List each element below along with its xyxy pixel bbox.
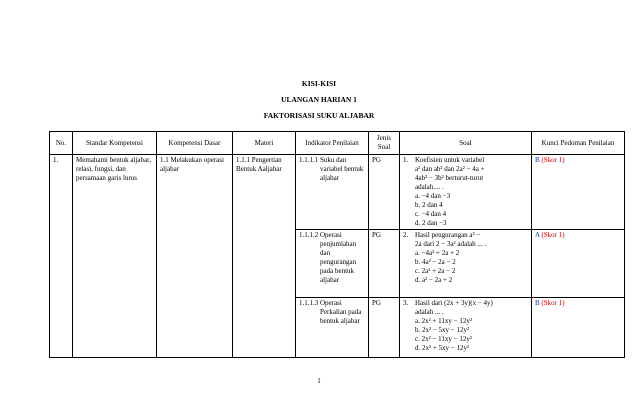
indicator-1-text: 1.1.1.1 Suku dan variabel bentuk aljabar [299, 156, 364, 182]
question-3 [400, 298, 532, 358]
question-2 [400, 230, 532, 298]
question-1-number: 1. [403, 156, 409, 164]
col-header-no: No. [50, 132, 73, 155]
question-3-option-d: d. 2x² + 5xy − 12y² [415, 344, 470, 352]
question-1-line: a² dan ab² dan 2a² − 4a + [415, 165, 485, 173]
col-header-indikator: Indikator Penilaian [296, 132, 369, 155]
answer-key-2-score: (Skor 1) [541, 231, 565, 239]
indicator-2-text: 1.1.1.2 Operasi penjumlahan dan pengurangan pada bentuk aljabar [299, 231, 357, 284]
question-3-option-a: a. 2x² + 11xy − 12y² [415, 317, 472, 325]
page-number: 1 [317, 377, 321, 385]
question-2-option-b: b. 4a² − 2a − 2 [415, 258, 456, 266]
doc-title: KISI-KISI [301, 79, 337, 88]
type-2: PG [369, 230, 400, 298]
answer-key-1-score: (Skor 1) [541, 156, 565, 164]
question-3-option-b: b. 2x² − 5xy − 12y² [415, 326, 470, 334]
question-2-option-d: d. a² − 2a + 2 [415, 276, 453, 284]
question-1-line: adalah.... . [415, 183, 444, 191]
question-3-number: 3. [403, 299, 409, 307]
standar-kompetensi: Memahami bentuk aljabar, relasi, fungsi, dan persamaan garis lurus [73, 155, 157, 358]
answer-key-2-letter: A [535, 231, 540, 239]
answer-key-1 [532, 155, 625, 230]
question-1-option-c: c. −4 dan 4 [415, 210, 447, 218]
col-header-kd: Kompetensi Dasar [157, 132, 233, 155]
col-header-soal: Soal [400, 132, 532, 155]
kompetensi-dasar: 1.1 Melakukan operasi aljabar [157, 155, 233, 358]
question-2-option-a: a. −4a² + 2a + 2 [415, 249, 460, 257]
col-header-sk: Standar Kompetensi [73, 132, 157, 155]
col-header-jenis: Jenis Soal [369, 132, 400, 155]
question-1-option-a: a. −4 dan −3 [415, 192, 451, 200]
answer-key-3 [532, 298, 625, 358]
col-header-kunci: Kunci Pedoman Penilaian [532, 132, 625, 155]
kisi-kisi-table [49, 131, 625, 358]
question-1-line: Koefisien untuk variabel [415, 156, 485, 164]
question-1-line: 4ab² − 3b² berturut-turut [415, 174, 484, 182]
answer-key-3-score: (Skor 1) [541, 299, 565, 307]
answer-key-2 [532, 230, 625, 298]
col-header-materi: Materi [233, 132, 296, 155]
question-1-option-b: b. 2 dan 4 [415, 201, 443, 209]
question-2-number: 2. [403, 231, 409, 239]
question-3-line: Hasil dari (2x + 3y)(x − 4y) [415, 299, 493, 307]
table-row [50, 155, 625, 230]
type-1: PG [369, 155, 400, 230]
indicator-2 [296, 230, 369, 298]
question-2-line: Hasil pengurangan a² − [415, 231, 481, 239]
answer-key-1-letter: B [535, 156, 540, 164]
question-1-option-d: d. 2 dan −3 [415, 219, 447, 227]
table-header-row [50, 132, 625, 155]
question-2-option-c: c. 2a² + 2a − 2 [415, 267, 456, 275]
type-3: PG [369, 298, 400, 358]
question-3-option-c: c. 2x² − 11xy − 12y² [415, 335, 472, 343]
doc-topic: FAKTORISASI SUKU ALJABAR [263, 111, 375, 120]
question-2-line: 2a dari 2 − 3a² adalah ... . [415, 240, 487, 248]
indicator-3-text: 1.1.1.3 Operasi Perkalian pada bentuk aljabar [299, 299, 362, 325]
question-3-line: adalah ... . [415, 308, 444, 316]
doc-subtitle: ULANGAN HARIAN 1 [281, 95, 357, 104]
question-1 [400, 155, 532, 230]
row-number: 1. [50, 155, 73, 358]
materi: 1.1.1 Pengertian Bentuk Aaljabar [233, 155, 296, 358]
answer-key-3-letter: B [535, 299, 540, 307]
indicator-3 [296, 298, 369, 358]
indicator-1 [296, 155, 369, 230]
